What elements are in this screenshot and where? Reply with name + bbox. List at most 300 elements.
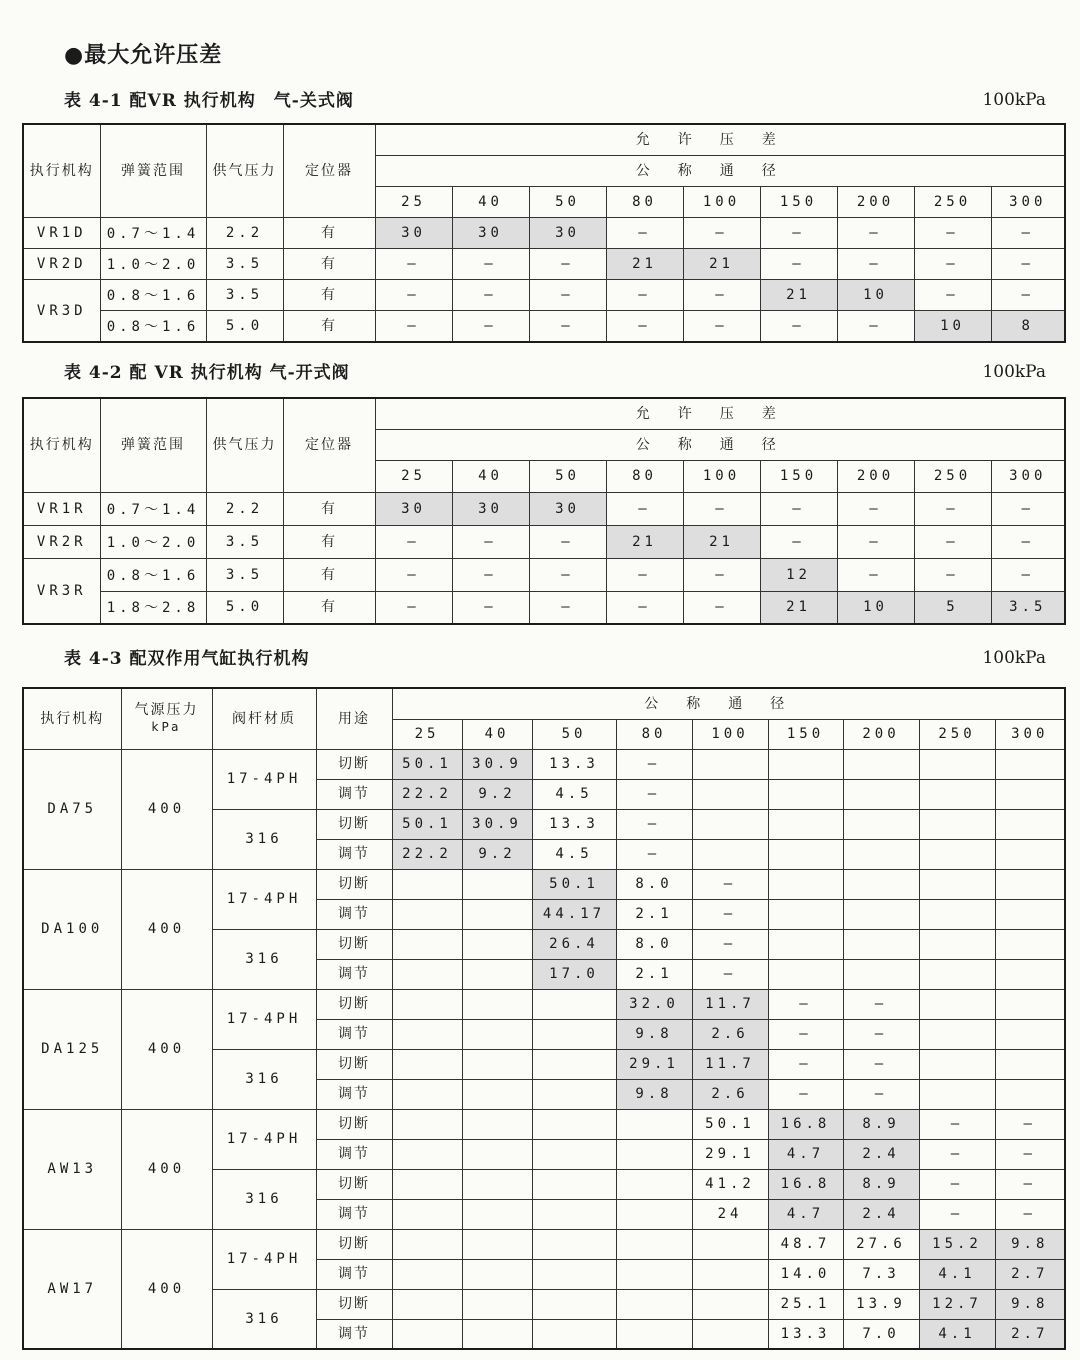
material-cell: 316 — [212, 1289, 316, 1349]
spring-cell: 0.7～1.4 — [100, 217, 206, 248]
value-cell: 8.0 — [616, 869, 692, 899]
actuator-cell: VR1D — [23, 217, 100, 248]
value-cell — [919, 779, 995, 809]
usage-cell: 切断 — [316, 1289, 392, 1319]
value-cell — [462, 869, 532, 899]
value-cell — [392, 1229, 462, 1259]
value-cell: — — [375, 525, 452, 558]
value-cell: 2.7 — [995, 1319, 1065, 1349]
value-cell: — — [914, 492, 991, 525]
value-cell: 44.17 — [532, 899, 616, 929]
positioner-cell: 有 — [283, 311, 375, 342]
value-cell: 4.7 — [768, 1139, 843, 1169]
value-cell — [616, 1199, 692, 1229]
value-cell — [392, 1169, 462, 1199]
value-cell: 30.9 — [462, 809, 532, 839]
value-cell — [919, 809, 995, 839]
value-cell: — — [919, 1139, 995, 1169]
size-header: 25 — [375, 460, 452, 492]
value-cell — [919, 959, 995, 989]
value-cell: — — [914, 525, 991, 558]
value-cell: — — [919, 1109, 995, 1139]
positioner-cell: 有 — [283, 249, 375, 280]
value-cell: 2.4 — [843, 1139, 919, 1169]
value-cell: — — [375, 591, 452, 624]
value-cell — [768, 869, 843, 899]
spring-cell: 0.8～1.6 — [100, 558, 206, 591]
value-cell — [768, 779, 843, 809]
usage-cell: 切断 — [316, 749, 392, 779]
value-cell: 13.3 — [532, 749, 616, 779]
positioner-cell: 有 — [283, 591, 375, 624]
value-cell — [995, 1079, 1065, 1109]
value-cell — [995, 959, 1065, 989]
value-cell: 16.8 — [768, 1169, 843, 1199]
value-cell: 30 — [529, 492, 606, 525]
value-cell: — — [995, 1199, 1065, 1229]
value-cell — [392, 1199, 462, 1229]
table3-caption: 表 4-3 配双作用气缸执行机构 — [64, 649, 310, 669]
size-header: 150 — [768, 719, 843, 749]
value-cell: 5 — [914, 591, 991, 624]
value-cell — [532, 1019, 616, 1049]
value-cell: — — [837, 492, 914, 525]
value-cell — [462, 1199, 532, 1229]
value-cell — [843, 749, 919, 779]
value-cell: 7.0 — [843, 1319, 919, 1349]
value-cell: — — [606, 217, 683, 248]
table2 — [22, 397, 1066, 625]
value-cell: 9.8 — [995, 1229, 1065, 1259]
size-header: 25 — [392, 719, 462, 749]
usage-cell: 切断 — [316, 929, 392, 959]
value-cell: 9.8 — [616, 1019, 692, 1049]
value-cell — [919, 869, 995, 899]
value-cell — [532, 1199, 616, 1229]
value-cell: — — [760, 217, 837, 248]
value-cell: — — [606, 492, 683, 525]
value-cell: 50.1 — [392, 809, 462, 839]
value-cell: — — [760, 311, 837, 342]
value-cell — [843, 809, 919, 839]
value-cell — [919, 929, 995, 959]
actuator-cell: DA125 — [23, 989, 121, 1109]
supply-cell: 5.0 — [206, 591, 283, 624]
value-cell: — — [375, 249, 452, 280]
size-header: 50 — [532, 719, 616, 749]
material-cell: 17-4PH — [212, 749, 316, 809]
size-header: 50 — [529, 186, 606, 217]
value-cell — [392, 1139, 462, 1169]
value-cell: — — [914, 249, 991, 280]
header-actuator: 执行机构 — [23, 688, 121, 749]
value-cell: 27.6 — [843, 1229, 919, 1259]
value-cell — [616, 1169, 692, 1199]
actuator-cell: DA100 — [23, 869, 121, 989]
value-cell — [392, 1289, 462, 1319]
value-cell — [392, 899, 462, 929]
usage-cell: 调节 — [316, 1319, 392, 1349]
table-row — [23, 869, 1065, 899]
value-cell — [462, 1049, 532, 1079]
value-cell: 7.3 — [843, 1259, 919, 1289]
value-cell — [995, 929, 1065, 959]
value-cell: 13.3 — [768, 1319, 843, 1349]
value-cell: 12 — [760, 558, 837, 591]
header-source-unit: kPa — [151, 719, 182, 734]
value-cell — [692, 839, 768, 869]
header-nominal-diameter: 公称通径 — [392, 688, 1065, 719]
value-cell — [768, 839, 843, 869]
value-cell — [532, 1079, 616, 1109]
value-cell: — — [837, 249, 914, 280]
value-cell: — — [683, 311, 760, 342]
value-cell: 10 — [837, 280, 914, 311]
size-header: 80 — [616, 719, 692, 749]
value-cell: 2.1 — [616, 899, 692, 929]
usage-cell: 切断 — [316, 869, 392, 899]
value-cell: 50.1 — [692, 1109, 768, 1139]
value-cell — [462, 1079, 532, 1109]
value-cell — [995, 899, 1065, 929]
value-cell — [616, 1139, 692, 1169]
value-cell: 11.7 — [692, 1049, 768, 1079]
value-cell — [692, 1229, 768, 1259]
value-cell — [616, 1289, 692, 1319]
value-cell: — — [914, 558, 991, 591]
value-cell — [532, 1139, 616, 1169]
actuator-cell: VR1R — [23, 492, 100, 525]
value-cell: — — [760, 492, 837, 525]
value-cell — [462, 929, 532, 959]
value-cell: — — [768, 1049, 843, 1079]
value-cell: — — [837, 311, 914, 342]
header-positioner: 定位器 — [283, 124, 375, 217]
supply-cell: 3.5 — [206, 280, 283, 311]
value-cell: 2.7 — [995, 1259, 1065, 1289]
value-cell: — — [837, 217, 914, 248]
value-cell — [768, 749, 843, 779]
value-cell: 21 — [683, 525, 760, 558]
value-cell: — — [768, 1019, 843, 1049]
value-cell: — — [529, 280, 606, 311]
size-header: 200 — [843, 719, 919, 749]
value-cell — [532, 1049, 616, 1079]
value-cell: — — [452, 558, 529, 591]
value-cell — [692, 1259, 768, 1289]
usage-cell: 切断 — [316, 1169, 392, 1199]
value-cell — [532, 1259, 616, 1289]
table1-caption: 表 4-1 配VR 执行机构 气-关式阀 — [64, 91, 354, 111]
value-cell: 4.1 — [919, 1319, 995, 1349]
usage-cell: 调节 — [316, 899, 392, 929]
value-cell: — — [683, 558, 760, 591]
material-cell: 17-4PH — [212, 989, 316, 1049]
value-cell: — — [375, 311, 452, 342]
table-row — [23, 989, 1065, 1019]
source-pressure-cell: 400 — [121, 749, 212, 869]
spring-cell: 1.0～2.0 — [100, 249, 206, 280]
value-cell: 4.7 — [768, 1199, 843, 1229]
positioner-cell: 有 — [283, 280, 375, 311]
size-header: 80 — [606, 460, 683, 492]
material-cell: 316 — [212, 1049, 316, 1109]
value-cell — [995, 749, 1065, 779]
positioner-cell: 有 — [283, 525, 375, 558]
value-cell — [768, 959, 843, 989]
usage-cell: 调节 — [316, 1079, 392, 1109]
header-actuator: 执行机构 — [23, 124, 100, 217]
size-header: 250 — [914, 460, 991, 492]
size-header: 250 — [919, 719, 995, 749]
value-cell: 11.7 — [692, 989, 768, 1019]
value-cell — [462, 1319, 532, 1349]
value-cell: — — [529, 591, 606, 624]
value-cell — [692, 749, 768, 779]
value-cell: 41.2 — [692, 1169, 768, 1199]
value-cell — [843, 899, 919, 929]
size-header: 100 — [683, 186, 760, 217]
header-nominal-diameter: 公称通径 — [375, 155, 1065, 186]
usage-cell: 切断 — [316, 809, 392, 839]
value-cell — [616, 1319, 692, 1349]
value-cell — [462, 1019, 532, 1049]
size-header: 150 — [760, 460, 837, 492]
value-cell — [392, 1049, 462, 1079]
value-cell — [995, 869, 1065, 899]
value-cell: — — [995, 1139, 1065, 1169]
value-cell: 8.9 — [843, 1169, 919, 1199]
material-cell: 316 — [212, 809, 316, 869]
table2-caption: 表 4-2 配 VR 执行机构 气-开式阀 — [64, 363, 350, 383]
value-cell: — — [991, 558, 1065, 591]
value-cell: 8.0 — [616, 929, 692, 959]
size-header: 25 — [375, 186, 452, 217]
usage-cell: 调节 — [316, 779, 392, 809]
supply-cell: 3.5 — [206, 525, 283, 558]
value-cell — [392, 1079, 462, 1109]
value-cell: 21 — [760, 591, 837, 624]
value-cell: 12.7 — [919, 1289, 995, 1319]
value-cell: 30 — [375, 492, 452, 525]
value-cell — [532, 1319, 616, 1349]
value-cell: — — [529, 525, 606, 558]
value-cell — [392, 959, 462, 989]
table1 — [22, 123, 1066, 343]
value-cell: — — [529, 558, 606, 591]
value-cell: 30 — [375, 217, 452, 248]
size-header: 50 — [529, 460, 606, 492]
value-cell — [462, 1169, 532, 1199]
value-cell — [532, 1169, 616, 1199]
header-usage: 用途 — [316, 688, 392, 749]
actuator-cell: DA75 — [23, 749, 121, 869]
value-cell — [462, 959, 532, 989]
value-cell: — — [616, 749, 692, 779]
value-cell: — — [692, 959, 768, 989]
value-cell — [392, 1109, 462, 1139]
value-cell: — — [452, 591, 529, 624]
value-cell: — — [837, 558, 914, 591]
value-cell: 32.0 — [616, 989, 692, 1019]
size-header: 300 — [991, 186, 1065, 217]
value-cell: — — [683, 492, 760, 525]
value-cell: 3.5 — [991, 591, 1065, 624]
value-cell: 4.1 — [919, 1259, 995, 1289]
value-cell: — — [616, 809, 692, 839]
supply-cell: 5.0 — [206, 311, 283, 342]
value-cell: 26.4 — [532, 929, 616, 959]
size-header: 80 — [606, 186, 683, 217]
value-cell: 30 — [452, 492, 529, 525]
size-header: 300 — [995, 719, 1065, 749]
value-cell — [392, 989, 462, 1019]
usage-cell: 调节 — [316, 1259, 392, 1289]
value-cell — [616, 1229, 692, 1259]
value-cell: 50.1 — [532, 869, 616, 899]
section-heading: ●最大允许压差 — [64, 43, 223, 68]
material-cell: 316 — [212, 929, 316, 989]
value-cell: 50.1 — [392, 749, 462, 779]
value-cell — [462, 899, 532, 929]
value-cell: 29.1 — [692, 1139, 768, 1169]
value-cell: 9.8 — [616, 1079, 692, 1109]
usage-cell: 调节 — [316, 959, 392, 989]
header-spring-range: 弹簧范围 — [100, 398, 206, 492]
supply-cell: 2.2 — [206, 217, 283, 248]
value-cell — [919, 989, 995, 1019]
value-cell: 30 — [452, 217, 529, 248]
value-cell: — — [692, 899, 768, 929]
value-cell: 2.1 — [616, 959, 692, 989]
spring-cell: 0.7～1.4 — [100, 492, 206, 525]
value-cell — [995, 839, 1065, 869]
usage-cell: 切断 — [316, 989, 392, 1019]
size-header: 200 — [837, 186, 914, 217]
value-cell: — — [606, 591, 683, 624]
table3 — [22, 687, 1066, 1350]
size-header: 100 — [683, 460, 760, 492]
value-cell: 2.4 — [843, 1199, 919, 1229]
value-cell: — — [995, 1169, 1065, 1199]
value-cell: 22.2 — [392, 779, 462, 809]
size-header: 300 — [991, 460, 1065, 492]
value-cell: — — [375, 280, 452, 311]
header-source-pressure-label: 气源压力 — [134, 701, 199, 718]
value-cell: — — [529, 311, 606, 342]
value-cell — [462, 1289, 532, 1319]
header-spring-range: 弹簧范围 — [100, 124, 206, 217]
value-cell — [995, 1019, 1065, 1049]
value-cell — [995, 809, 1065, 839]
value-cell — [843, 839, 919, 869]
value-cell — [462, 1229, 532, 1259]
value-cell: — — [843, 1079, 919, 1109]
value-cell: — — [375, 558, 452, 591]
positioner-cell: 有 — [283, 217, 375, 248]
value-cell — [392, 1019, 462, 1049]
value-cell: 21 — [606, 525, 683, 558]
value-cell: 22.2 — [392, 839, 462, 869]
value-cell: — — [452, 311, 529, 342]
usage-cell: 调节 — [316, 1019, 392, 1049]
value-cell: — — [914, 280, 991, 311]
value-cell: — — [692, 869, 768, 899]
value-cell: 30 — [529, 217, 606, 248]
usage-cell: 切断 — [316, 1109, 392, 1139]
value-cell — [392, 929, 462, 959]
usage-cell: 切断 — [316, 1049, 392, 1079]
value-cell: — — [991, 217, 1065, 248]
size-header: 150 — [760, 186, 837, 217]
header-actuator: 执行机构 — [23, 398, 100, 492]
value-cell: 24 — [692, 1199, 768, 1229]
value-cell — [616, 1109, 692, 1139]
value-cell: 48.7 — [768, 1229, 843, 1259]
value-cell — [919, 1049, 995, 1079]
value-cell — [532, 1109, 616, 1139]
value-cell: — — [991, 249, 1065, 280]
header-allowable-diff: 允许压差 — [375, 124, 1065, 155]
value-cell — [919, 839, 995, 869]
table-row — [23, 1109, 1065, 1139]
value-cell: 29.1 — [616, 1049, 692, 1079]
value-cell: — — [692, 929, 768, 959]
value-cell: — — [529, 249, 606, 280]
value-cell: — — [991, 280, 1065, 311]
header-source-pressure — [121, 688, 212, 749]
material-cell: 17-4PH — [212, 869, 316, 929]
value-cell — [692, 779, 768, 809]
value-cell: — — [683, 591, 760, 624]
value-cell — [919, 899, 995, 929]
value-cell: 10 — [837, 591, 914, 624]
value-cell — [768, 929, 843, 959]
value-cell — [692, 1289, 768, 1319]
value-cell: — — [843, 989, 919, 1019]
value-cell: 21 — [760, 280, 837, 311]
table-row — [23, 1229, 1065, 1259]
header-allowable-diff: 允许压差 — [375, 398, 1065, 429]
size-header: 40 — [452, 460, 529, 492]
value-cell — [532, 1289, 616, 1319]
value-cell — [532, 1229, 616, 1259]
header-supply-pressure: 供气压力 — [206, 124, 283, 217]
table2-unit: 100kPa — [982, 362, 1046, 382]
value-cell: 17.0 — [532, 959, 616, 989]
value-cell — [919, 749, 995, 779]
value-cell — [919, 1079, 995, 1109]
value-cell: — — [768, 1079, 843, 1109]
value-cell — [995, 779, 1065, 809]
spring-cell: 1.8～2.8 — [100, 591, 206, 624]
value-cell: — — [760, 249, 837, 280]
value-cell: — — [843, 1019, 919, 1049]
value-cell: 9.2 — [462, 839, 532, 869]
value-cell — [768, 899, 843, 929]
value-cell: 4.5 — [532, 779, 616, 809]
value-cell: 9.8 — [995, 1289, 1065, 1319]
value-cell: — — [452, 525, 529, 558]
source-pressure-cell: 400 — [121, 1229, 212, 1349]
value-cell: — — [995, 1109, 1065, 1139]
material-cell: 316 — [212, 1169, 316, 1229]
value-cell: 16.8 — [768, 1109, 843, 1139]
size-header: 40 — [462, 719, 532, 749]
value-cell: — — [606, 280, 683, 311]
value-cell — [995, 1049, 1065, 1079]
header-positioner: 定位器 — [283, 398, 375, 492]
